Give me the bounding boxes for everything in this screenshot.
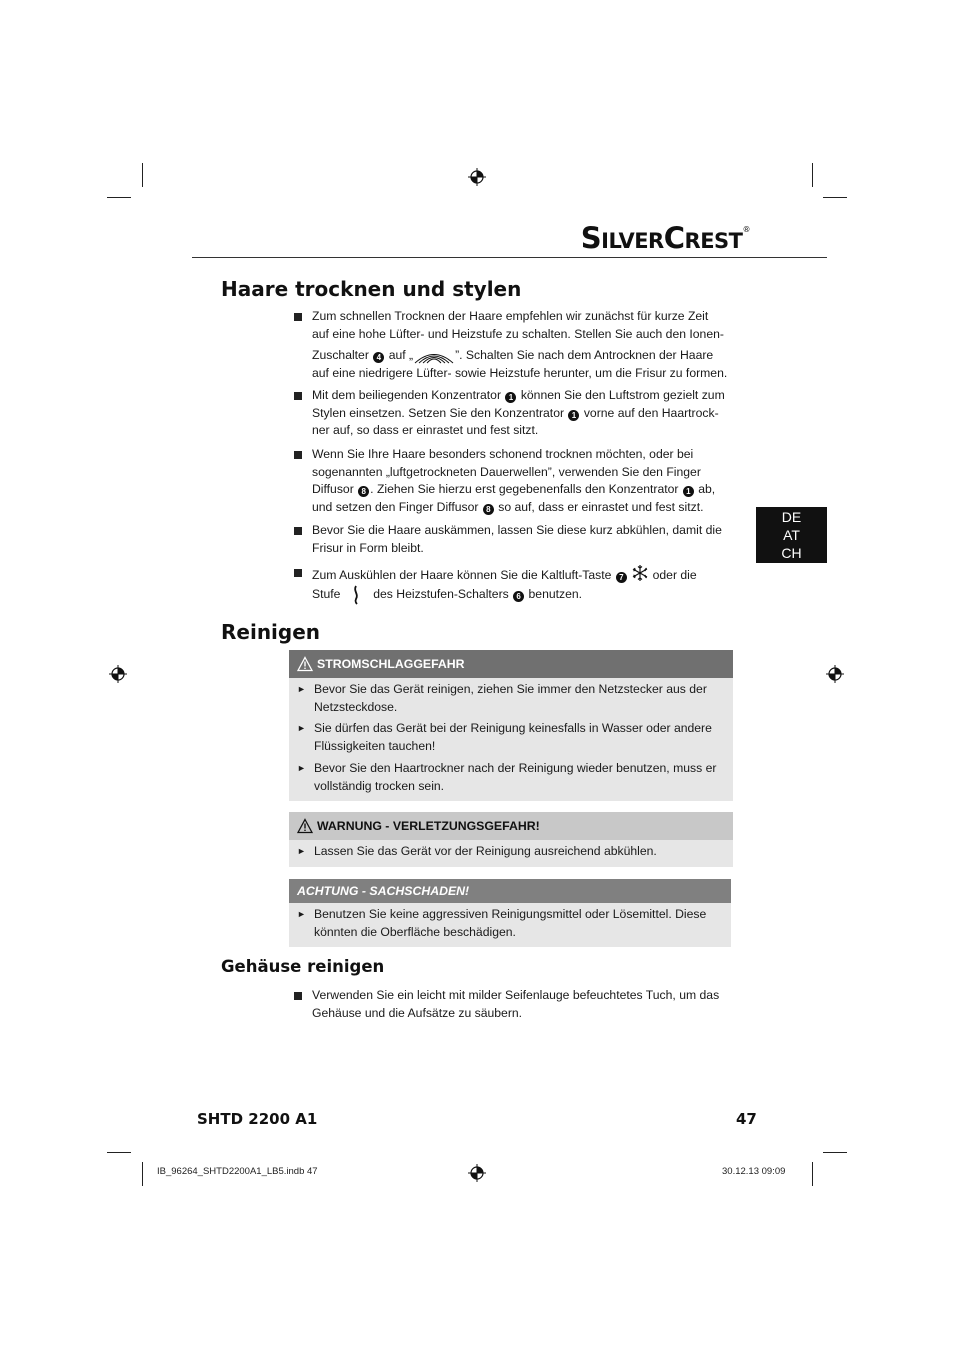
list-item: Zum Auskühlen der Haare können Sie die Kaltluft-Taste 7 oder die Stufe des Heizstufen-Schalters 6 benutzen. — [294, 564, 734, 605]
registration-mark-icon — [468, 1164, 486, 1182]
warning-item: ► Sie dürfen das Gerät bei der Reinigung keinesfalls in Wasser oder andere Flüssigkeiten tauchen! — [297, 721, 712, 754]
caution-header: ACHTUNG - SACHSCHADEN! — [289, 879, 731, 903]
list-item: Zum schnellen Trocknen der Haare empfehlen wir zunächst für kurze Zeit auf eine hohe Lüfter- und Heizstufe zu schalten. Stellen Sie auch den Ionen- Zuschalter 4 auf „ ”. Schalten Sie nach dem Antrocknen der Haare auf eine niedrigere Lüfter- sowie Heizstufe herunter, um die Frisur zu formen. — [294, 308, 734, 383]
warning-item: ► Bevor Sie den Haartrockner nach der Reinigung wieder benutzen, muss er vollständig trocken sein. — [297, 760, 717, 793]
registration-mark-icon — [826, 665, 844, 683]
crop-mark — [823, 1152, 847, 1153]
snowflake-icon — [631, 564, 649, 582]
warning-header: WARNUNG - VERLETZUNGSGEFAHR! — [289, 812, 733, 840]
part-number-badge: 4 — [373, 352, 384, 363]
language-tab — [756, 507, 827, 563]
part-number-badge: 6 — [513, 591, 524, 602]
registration-mark-icon — [109, 665, 127, 683]
subsection-title-housing: Gehäuse reinigen — [221, 957, 385, 976]
bullet-square — [294, 451, 302, 459]
warning-body — [289, 840, 733, 867]
caution-body — [289, 903, 731, 947]
crop-mark — [107, 197, 131, 198]
crop-mark — [812, 163, 813, 187]
list-item: Bevor Sie die Haare auskämmen, lassen Sie diese kurz abkühlen, damit die Frisur in Form bleibt. — [294, 522, 734, 557]
crop-mark — [823, 197, 847, 198]
list-item: Verwenden Sie ein leicht mit milder Seifenlauge befeuchtetes Tuch, um das Gehäuse und die Aufsätze zu säubern. — [294, 987, 734, 1022]
part-number-badge: 7 — [616, 572, 627, 583]
warning-header: STROMSCHLAGGEFAHR — [289, 650, 733, 678]
ion-waves-icon — [413, 348, 455, 364]
language-at: AT — [783, 527, 800, 543]
page-number: 47 — [736, 1110, 757, 1128]
part-number-badge: 8 — [358, 486, 369, 497]
header-rule — [192, 257, 827, 258]
warning-item: ► Bevor Sie das Gerät reinigen, ziehen Sie immer den Netzstecker aus der Netzsteckdose. — [297, 682, 707, 714]
part-number-badge: 1 — [568, 410, 579, 421]
crop-mark — [107, 1152, 131, 1153]
warning-box-injury — [289, 812, 733, 867]
section-title-drying: Haare trocknen und stylen — [221, 277, 522, 301]
list-item: Wenn Sie Ihre Haare besonders schonend trocknen möchten, oder bei sogenannten „luftgetrockneten Dauerwellen”, verwenden Sie den Finger Diffusor 8 . Ziehen Sie hierzu erst gegebenenfalls den Konzentrator 1 ab, und setzen den Finger Diffusor 8 so auf, dass er einrastet und fest sitzt. — [294, 446, 734, 517]
language-ch: CH — [781, 545, 802, 561]
part-number-badge: 1 — [683, 486, 694, 497]
section-title-cleaning: Reinigen — [221, 620, 321, 644]
part-number-badge: 1 — [505, 392, 516, 403]
warning-triangle-icon — [297, 656, 313, 672]
part-number-badge: 8 — [483, 504, 494, 515]
warning-item: ► Lassen Sie das Gerät vor der Reinigung ausreichend abkühlen. — [297, 844, 657, 858]
print-slug-file: IB_96264_SHTD2200A1_LB5.indb 47 — [157, 1166, 318, 1177]
bullet-square — [294, 392, 302, 400]
caution-box-property-damage — [289, 879, 731, 947]
model-number: SHTD 2200 A1 — [197, 1110, 318, 1128]
crop-mark — [812, 1162, 813, 1186]
warning-triangle-icon — [297, 818, 313, 834]
bullet-square — [294, 313, 302, 321]
warning-box-electric-shock — [289, 650, 733, 801]
crop-mark — [142, 163, 143, 187]
print-slug-date: 30.12.13 09:09 — [722, 1166, 786, 1177]
brand-logo: SILVERCREST® — [580, 221, 750, 255]
bullet-square — [294, 527, 302, 535]
crop-mark — [142, 1162, 143, 1186]
warning-body — [289, 678, 733, 801]
language-de: DE — [781, 509, 802, 525]
bullet-square — [294, 569, 302, 577]
caution-item: ► Benutzen Sie keine aggressiven Reinigungsmittel oder Lösemittel. Diese könnten die Oberfläche beschädigen. — [297, 907, 707, 939]
registration-mark-icon — [468, 168, 486, 186]
bullet-square — [294, 992, 302, 1000]
list-item: Mit dem beiliegenden Konzentrator 1 können Sie den Luftstrom gezielt zum Stylen einsetzen. Setzen Sie den Konzentrator 1 vorne auf den Haartrock- ner auf, so dass er einrastet und fest sitzt. — [294, 387, 734, 440]
heat-level-icon — [350, 585, 364, 605]
